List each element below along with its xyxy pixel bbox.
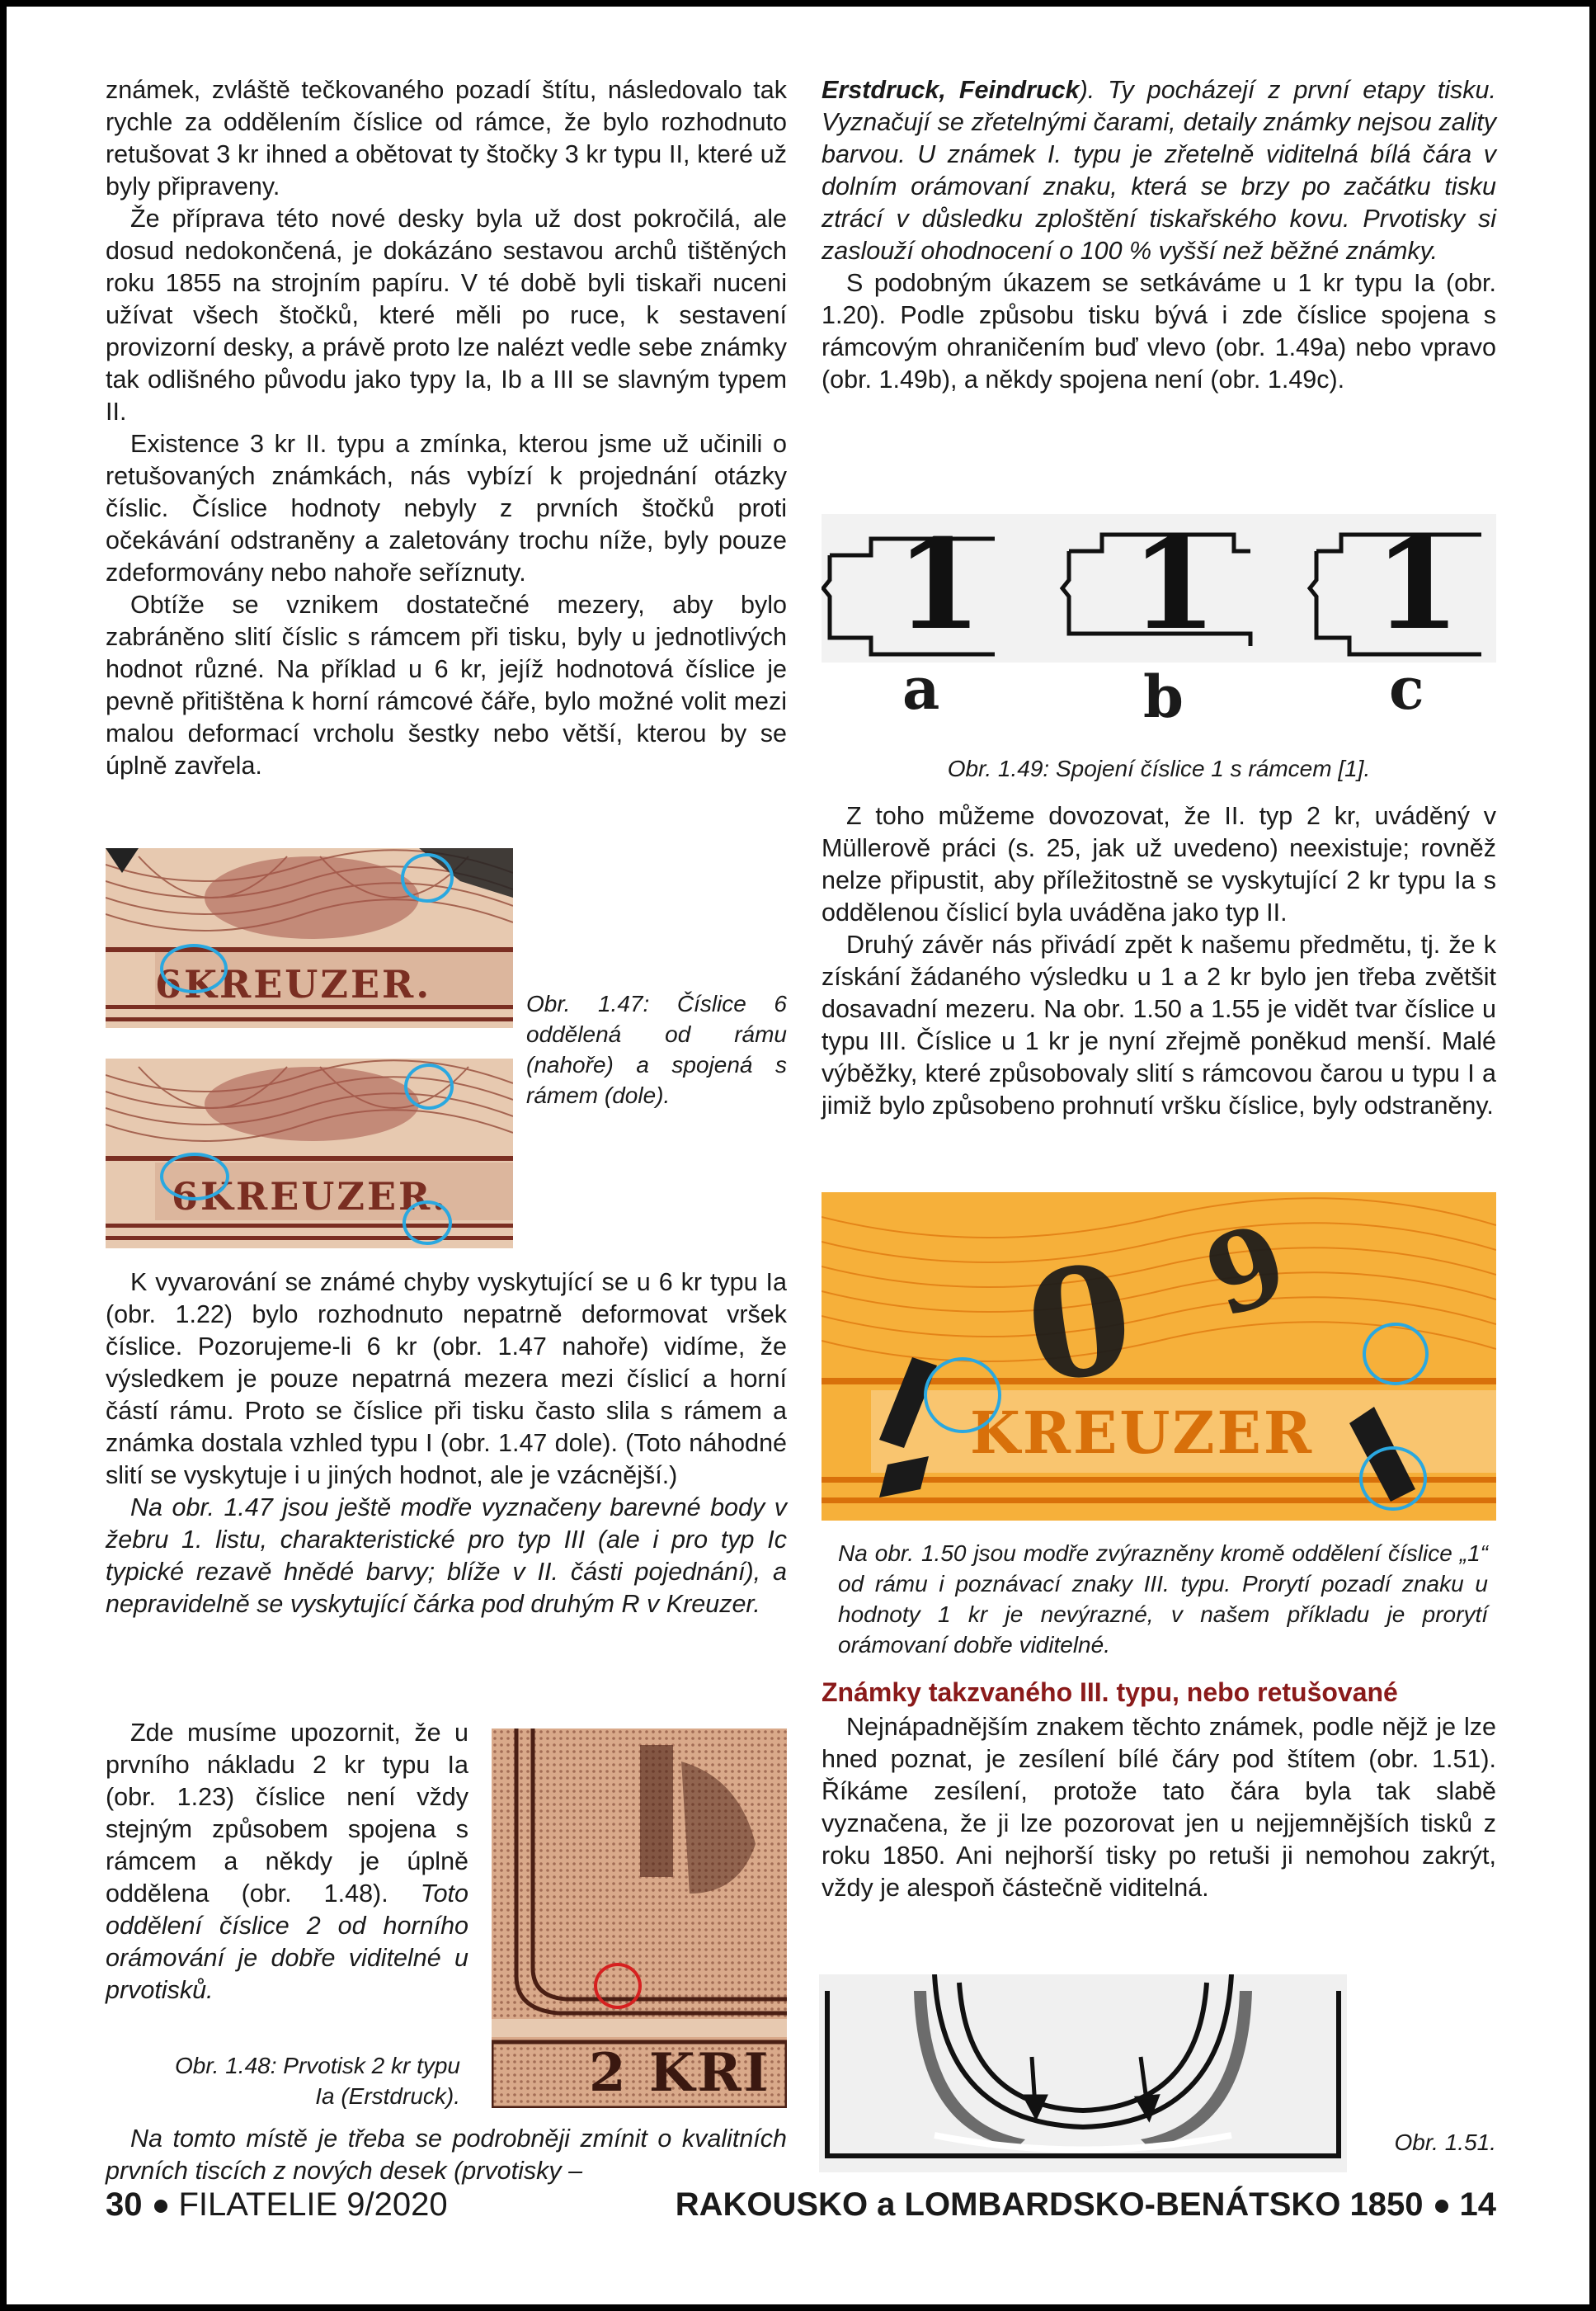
highlight-circle [1363,1323,1429,1385]
highlight-circle [404,1064,454,1110]
series-part: 14 [1459,2186,1496,2223]
paragraph: K vyvarování se známé chyby vyskytující se u 6 kr typu Ia (obr. 1.22) bylo rozhodnuto nepatrně deformovat vršek číslice. Pozorujeme-li 6 kr (obr. 1.47 nahoře) vidíme, že výsledkem je pouze nepatrná mezera mezi číslicí a horní částí rámu. Proto se číslice při tisku často slila s rámem a známka dostala vzhled typu I (obr. 1.47 dole). (Toto náhodné slití se vyskytuje i u jiných hodnot, ale je vzácnější.) [106,1268,787,1489]
stamp-value-text: 6KREUZER. [155,962,432,1007]
bullet-icon [1435,2200,1448,2213]
left-column-top [106,74,787,782]
figure-1-51 [819,1974,1347,2172]
postmark-text: 9 [1189,1198,1303,1342]
left-column-middle [106,1266,787,1620]
left-column-narrow [106,1717,468,2007]
text-run: ). Ty pocházejí z první etapy tisku. Vyznačují se zřetelnými čarami, detaily známky nejsou zality barvou. U známek I. typu je zřetelně viditelná bílá čára v dolním orámovaní znaku, která se brzy po začátku tisku ztrácí v důsledku zploštění tiskařského kovu. Prvotisky si zaslouží ohodnocení o 100 % vyšší než běžné známky. [822,76,1496,265]
text-run: Erstdruck, Feindruck [822,76,1080,104]
magazine-issue: FILATELIE 9/2020 [178,2186,448,2223]
footer-left [106,2185,448,2224]
paragraph [822,74,1496,267]
right-column-bottom [822,1711,1496,1904]
text-run: Zde musíme upozornit, že u prvního nákladu 2 kr typu Ia (obr. 1.23) číslice není vždy stejným způsobem spojena s rámcem a někdy je úplně oddělena (obr. 1.48). [106,1719,468,1908]
paragraph: Obtíže se vznikem dostatečné mezery, aby bylo zabráněno slití číslic s rámcem při tisku, byly u jednotlivých hodnot různé. Na příklad u 6 kr, jejíž hodnotová číslice je pevně přitištěna k horní rámcové čáře, bylo možné volit mezi malou deformací vrcholu šestky nebo větší, kterou by se úplně zavřela. [106,591,787,780]
figure-1-49 [822,514,1496,745]
stamp-6kr-joined [106,1059,513,1248]
highlight-circle [403,1200,452,1245]
figure-label-b: b [1143,663,1184,731]
stamp-2kr-first-print [492,1729,787,2108]
stamp-6kr-separated [106,848,513,1028]
figure-caption-1-48: Obr. 1.48: Prvotisk 2 kr typu Ia (Erstdruck). [175,2053,460,2109]
highlight-circle [401,853,454,903]
paragraph: Na obr. 1.47 jsou ještě modře vyznačeny barevné body v žebru 1. listu, charakteristické pro typ III (ale i pro typ Ic typické rezavě hnědé barvy; blíže v II. části pojednání), a nepravidelně se vyskytující čárka pod druhým R v Kreuzer. [106,1493,787,1618]
stamp-1kr-type-3 [822,1192,1496,1521]
figure-label-c: c [1389,654,1424,723]
shield-line-illustration [819,1974,1347,2172]
paragraph: Na tomto místě je třeba se podrobněji zmínit o kvalitních prvních tiscích z nových desek (prvotisky – [106,2125,787,2185]
stamp-value-text: KREUZER [970,1398,1315,1467]
paragraph [106,1717,468,2007]
figure-digit: 1 [896,512,982,658]
figure-caption-1-51: Obr. 1.51. [1394,2129,1496,2155]
highlight-circle [1359,1446,1427,1511]
highlight-circle [160,1153,229,1200]
figure-digit: 1 [1374,512,1461,658]
paragraph: Druhý závěr nás přivádí zpět k našemu předmětu, tj. že k získání žádaného výsledku u 1 a 2 kr bylo jen třeba zvětšit dosavadní mezeru. Na obr. 1.50 a 1.55 je vidět tvar číslice u typu III. Číslice u 1 kr je nyní zřejmě poněkud menší. Malé výběžky, které způsobovaly slití s rámcovou čarou u typu I a jimiž bylo způsobeno prohnutí vršku číslice, byly odstraněny. [822,931,1496,1120]
figure-digit: 1 [1131,512,1217,658]
figure-caption-1-47: Obr. 1.47: Číslice 6 oddělená od rámu (nahoře) a spojená s rámem (dole). [526,991,787,1108]
paragraph: Z toho můžeme dovozovat, že II. typ 2 kr, uváděný v Müllerově práci (s. 25, jak už uvedeno) neexistuje; rovněž nelze připustit, aby příležitostně se vyskytující 2 kr typu Ia s oddělenou číslicí byla uváděna jako typ II. [822,802,1496,927]
postmark-text: 0 [1015,1230,1143,1417]
footer-right [676,2185,1496,2224]
figure-label-a: a [902,654,940,723]
series-title: RAKOUSKO a LOMBARDSKO-BENÁTSKO 1850 [675,2186,1424,2223]
bullet-icon [154,2200,167,2213]
page [7,7,1589,2304]
right-column-top [822,74,1496,396]
highlight-circle [160,944,228,993]
right-column-middle [822,800,1496,1122]
page-number: 30 [106,2186,143,2223]
text-run: Toto oddělení číslice 2 od horního orámování je dobře viditelné u prvotisků. [106,1879,468,2004]
paragraph: Nejnápadnějším znakem těchto známek, podle nějž je lze hned poznat, je zesílení bílé čáry pod štítem (obr. 1.51). Říkáme zesílení, protože tato čára byla tak slabě vyznačena, že ji lze pozorovat jen u nejjemnějších tisků z roku 1850. Ani nejhorší tisky po retuši ji nemohou zakrýt, vždy je alespoň částečně viditelná. [822,1713,1496,1902]
highlight-circle [594,1963,642,2009]
left-column-bottom [106,2123,787,2187]
stamp-value-text: 6KREUZER. [172,1174,449,1219]
stamp-value-text: 2 KRI [589,2042,771,2104]
paragraph: S podobným úkazem se setkáváme u 1 kr typu Ia (obr. 1.20). Podle způsobu tisku bývá i zde číslice spojena s rámcovým ohraničením buď vlevo (obr. 1.49a) nebo vpravo (obr. 1.49b), a někdy spojena není (obr. 1.49c). [822,269,1496,394]
paragraph: Existence 3 kr II. typu a zmínka, kterou jsme už učinili o retušovaných známkách, nás vybízí k projednání otázky číslic. Číslice hodnoty nebyly z prvních štočků proti očekávání odstraněny a zaletovány trochu níže, byly pouze zdeformovány nebo nahoře seříznuty. [106,430,787,587]
highlight-circle [924,1357,1001,1433]
section-heading: Známky takzvaného III. typu, nebo retušované [822,1677,1398,1707]
paragraph: Že příprava této nové desky byla už dost pokročilá, ale dosud nedokončená, je dokázáno sestavou archů tištěných roku 1855 na strojním papíru. V té době byli tiskaři nuceni užívat všech štočků, které měli po ruce, k sestavení provizorní desky, a právě proto lze nalézt vedle sebe známky tak odlišného původu jako typy Ia, Ib a III se slavným typem II. [106,205,787,426]
figure-caption-1-49: Obr. 1.49: Spojení číslice 1 s rámcem [1]. [947,756,1371,781]
figure-caption-1-50: Na obr. 1.50 jsou modře zvýrazněny kromě oddělení číslice „1“ od rámu i poznávací znaky III. typu. Prorytí pozadí znaku u hodnoty 1 kr je nevýrazné, v našem příkladu je prorytí orámovaní dobře viditelné. [838,1540,1488,1658]
paragraph: známek, zvláště tečkovaného pozadí štítu, následovalo tak rychle za oddělením číslice od rámce, že bylo rozhodnuto retušovat 3 kr ihned a obětovat ty štočky 3 kr typu II, které už byly připraveny. [106,76,787,200]
